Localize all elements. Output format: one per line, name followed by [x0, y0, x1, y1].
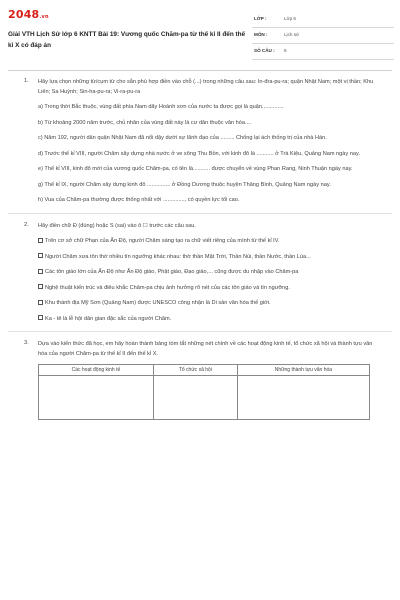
- question-2: [0, 222, 400, 325]
- fill-blank-item: a) Trong thời Bắc thuộc, vùng đất phía Nam dãy Hoành sơn của nước ta được gọi là quận..............: [38, 104, 284, 110]
- meta-row-count: SỐ CÂU : 6: [252, 44, 394, 60]
- question-text: Hãy điền chữ Đ (đúng) hoặc S (sai) vào ô ☐ trước các câu sau.: [38, 222, 196, 229]
- question-text: Hãy lựa chọn những từ/cụm từ cho sẵn phù hợp điền vào chỗ (...) trong những câu sau: In-đra-pu-ra; quận Nhật Nam; một vị thần; Khu Liên; Sa Huỳnh; Sin-ha-pu-ra; Vi-ra-pu-ra: [38, 79, 374, 95]
- column-header-culture: Những thành tựu văn hóa: [237, 365, 369, 376]
- answer-cell-culture[interactable]: [237, 376, 369, 420]
- true-false-item: [38, 315, 376, 325]
- question-divider: [8, 331, 392, 332]
- question-3: [0, 340, 400, 420]
- header-divider: [8, 70, 392, 71]
- question-divider: [8, 213, 392, 214]
- site-logo[interactable]: 2048.vn: [8, 8, 49, 21]
- question-number: 1.: [24, 78, 29, 84]
- meta-row-class: LỚP : Lớp 6: [252, 12, 394, 28]
- statement-text: Người Chăm xưa tôn thờ nhiều tín ngưỡng khác nhau: thờ thần Mặt Trời, Thần Núi, thần Nước, thần Lúa...: [45, 253, 311, 260]
- column-header-economy: Các hoạt động kinh tế: [39, 365, 154, 376]
- question-number: 3.: [24, 340, 29, 346]
- true-false-item: [38, 299, 376, 309]
- page-title: Giải VTH Lịch Sử lớp 6 KNTT Bài 19: Vương quốc Chăm-pa từ thế kỉ II đến thế kỉ X có đáp án: [8, 31, 246, 49]
- meta-panel: [252, 12, 394, 60]
- fill-blank-item: e) Thế kỉ VIII, kinh đô mới của vương quốc Chăm-pa, có tên là........... được chuyển về vùng Phan Rang, Ninh Thuận ngày nay.: [38, 166, 353, 172]
- true-false-item: [38, 237, 376, 247]
- fill-blank-item: h) Vua của Chăm-pa thường được thống nhất với .............., có quyền lực tối cao.: [38, 197, 240, 203]
- answer-checkbox[interactable]: [38, 284, 43, 289]
- statement-text: Các tôn giáo lớn của Ấn Độ như Ấn Độ giáo, Phật giáo, Đạo giáo,... cũng được du nhập vào Chăm-pa: [45, 269, 299, 275]
- statement-text: Nghệ thuật kiến trúc và điêu khắc Chăm-pa chịu ảnh hưởng rõ nét của các tôn giáo và tín ngưỡng.: [45, 284, 290, 291]
- answer-checkbox[interactable]: [38, 253, 43, 258]
- answer-cell-economy[interactable]: [39, 376, 154, 420]
- page-header: [0, 0, 400, 62]
- statement-text: Trên cơ sở chữ Phạn của Ấn Độ, người Chăm sáng tạo ra chữ viết riêng của mình từ thế kỉ IV.: [45, 238, 280, 244]
- fill-blank-item: d) Trước thế kỉ VIII, người Chăm xây dựng nhà nước ở ve sông Thu Bồn, với kinh đô là ........... ở Trà Kiệu, Quảng Nam ngày nay.: [38, 150, 360, 157]
- table-row: [39, 376, 370, 420]
- true-false-item: [38, 253, 376, 263]
- statement-text: Ka - tê là lễ hội dân gian đặc sắc của người Chăm.: [45, 315, 172, 322]
- answer-checkbox[interactable]: [38, 300, 43, 305]
- true-false-item: [38, 284, 376, 294]
- answer-checkbox[interactable]: [38, 315, 43, 320]
- column-header-society: Tổ chức xã hội: [153, 365, 237, 376]
- table-header-row: [39, 365, 370, 376]
- answer-checkbox[interactable]: [38, 269, 43, 274]
- statement-text: Khu thánh địa Mỹ Sơn (Quảng Nam) được UNESCO công nhận là Di sản văn hóa thế giới.: [45, 300, 271, 306]
- fill-blank-item: c) Năm 192, người dân quận Nhật Nam đã nổi dậy dưới sự lãnh đạo của ......... Chống lại ách thống trị của nhà Hán.: [38, 135, 327, 141]
- question-1: [0, 78, 400, 206]
- question-text: Dựa vào kiến thức đã học, em hãy hoàn thành bảng tóm tắt những nét chính về các hoạt động kinh tế, tổ chức xã hội và thành tựu văn hóa của người Chăm-pa từ thế kỉ II đến thế kỉ X.: [38, 341, 373, 357]
- answer-table: [38, 364, 370, 420]
- question-number: 2.: [24, 221, 29, 228]
- answer-cell-society[interactable]: [153, 376, 237, 420]
- meta-row-subject: MÔN : Lịch sử: [252, 28, 394, 44]
- answer-checkbox[interactable]: [38, 238, 43, 243]
- questions-list: [0, 78, 400, 420]
- true-false-item: [38, 268, 376, 278]
- fill-blank-item: b) Từ khoảng 2000 năm trước, chủ nhân của vùng đất này là cư dân thuộc văn hóa....: [38, 119, 252, 126]
- fill-blank-item: g) Thế kỉ IX, người Chăm xây dựng kinh đô ............... ở Đồng Dương thuộc huyện Thăng Bình, Quảng Nam ngày nay.: [38, 181, 331, 188]
